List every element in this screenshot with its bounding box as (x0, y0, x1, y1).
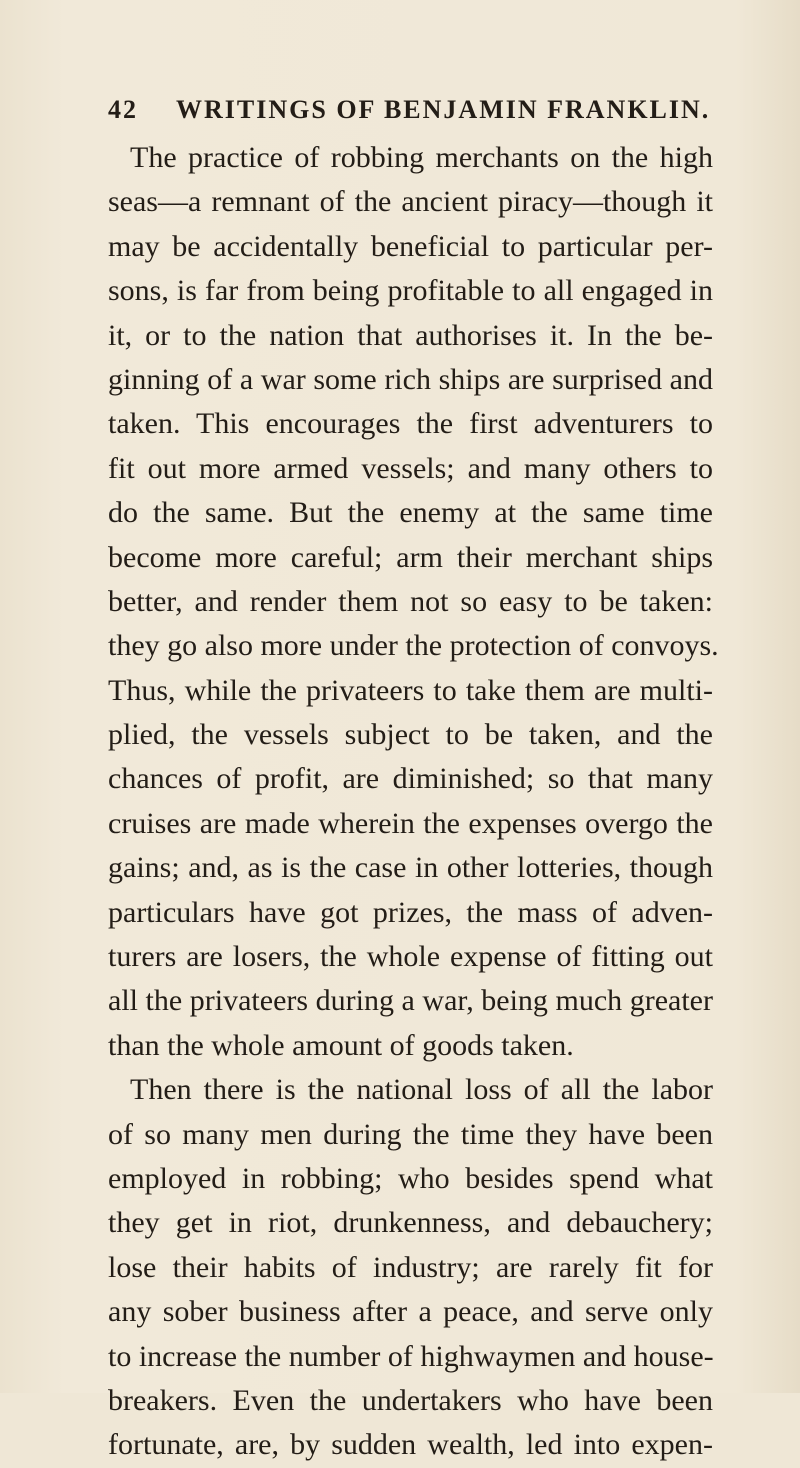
text-line: of so many men during the time they have been (108, 1117, 713, 1151)
text-line: Thus, while the privateers to take them are multi- (108, 673, 713, 707)
text-line: breakers. Even the undertakers who have been (108, 1383, 713, 1417)
running-title: WRITINGS OF BENJAMIN FRANKLIN. (176, 95, 711, 124)
text-line: they go also more under the protection of convoys. (108, 629, 719, 663)
text-line: fortunate, are, by sudden wealth, led into expen- (108, 1428, 713, 1462)
text-line: fit out more armed vessels; and many others to (108, 451, 713, 485)
text-line: to increase the number of highwaymen and house- (108, 1339, 714, 1373)
text-line: any sober business after a peace, and serve only (108, 1295, 713, 1329)
text-line: plied, the vessels subject to be taken, and the (108, 718, 713, 752)
text-line: than the whole amount of goods taken. (108, 1028, 574, 1062)
text-line: cruises are made wherein the expenses overgo the (108, 806, 713, 840)
text-line: Then there is the national loss of all the labor (130, 1073, 713, 1107)
text-line: all the privateers during a war, being much greater (108, 984, 713, 1018)
text-line: employed in robbing; who besides spend what (108, 1161, 713, 1195)
text-line: The practice of robbing merchants on the high (130, 141, 713, 174)
text-line: particulars have got prizes, the mass of adven- (108, 895, 713, 929)
body-text (108, 136, 719, 1468)
text-line: gains; and, as is the case in other lotteries, though (108, 851, 713, 885)
text-line: it, or to the nation that authorises it. In the be- (108, 318, 713, 352)
text-line: ginning of a war some rich ships are surprised and (108, 362, 713, 396)
text-line: sons, is far from being profitable to all engaged in (108, 274, 713, 308)
page-number: 42 (108, 95, 138, 124)
text-line: turers are losers, the whole expense of fitting out (108, 940, 713, 974)
running-head (108, 95, 711, 129)
text-line: become more careful; arm their merchant ships (108, 540, 713, 574)
text-line: seas—a remnant of the ancient piracy—though it (108, 185, 713, 219)
text-line: lose their habits of industry; are rarely fit for (108, 1250, 713, 1284)
text-line: better, and render them not so easy to be taken: (108, 584, 713, 618)
text-line: they get in riot, drunkenness, and debauchery; (108, 1206, 713, 1240)
text-line: chances of profit, are diminished; so that many (108, 762, 713, 796)
text-line: taken. This encourages the first adventurers to (108, 407, 713, 441)
text-line: do the same. But the enemy at the same time (108, 496, 713, 530)
text-line: may be accidentally beneficial to particular per- (108, 229, 713, 263)
